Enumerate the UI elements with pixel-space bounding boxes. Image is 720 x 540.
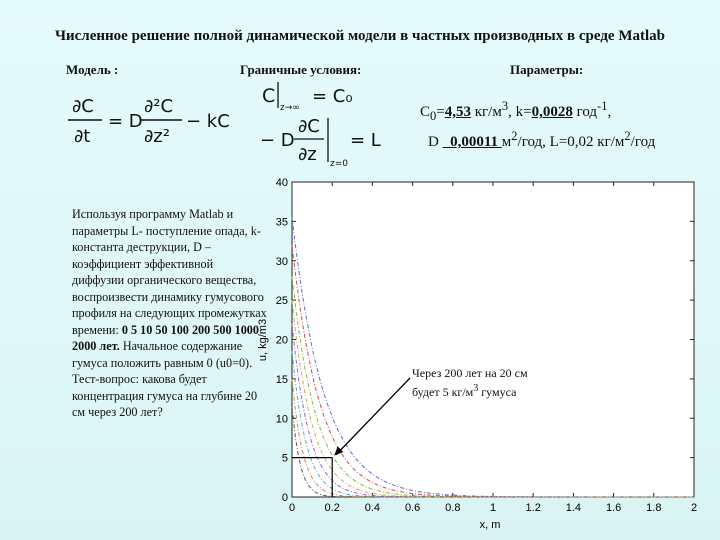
bc1-c: C xyxy=(262,85,276,107)
c0-value: 4,53 xyxy=(444,104,471,120)
c0-unit: кг/м xyxy=(474,104,502,120)
model-label: Модель : xyxy=(66,62,119,77)
annotation-unit-power: 3 xyxy=(473,383,479,394)
answer-annotation xyxy=(412,366,528,400)
x-tick-label: 0 xyxy=(288,502,296,514)
x-tick-label: 1.8 xyxy=(646,502,662,514)
model-lhs-denominator: ∂t xyxy=(74,126,91,147)
c0-symbol: C xyxy=(420,104,431,120)
y-tick-label: 5 xyxy=(281,452,288,465)
k-unit-power: -1 xyxy=(597,99,608,113)
annotation-line-2 xyxy=(412,381,528,400)
bc2-numerator: ∂C xyxy=(298,116,320,137)
model-d-coefficient: = D xyxy=(108,111,143,132)
x-tick-label: 1 xyxy=(489,502,497,514)
y-axis-label: u, kg/m3 xyxy=(257,318,269,362)
x-tick-label: 2 xyxy=(690,502,698,514)
d-symbol: D xyxy=(428,134,439,150)
x-axis-label: x, m xyxy=(479,519,501,531)
model-rhs-numerator: ∂²C xyxy=(144,96,174,117)
k-value: 0,0028 xyxy=(531,104,573,120)
y-tick-label: 25 xyxy=(275,295,288,308)
y-tick-label: 15 xyxy=(275,373,288,386)
description-part-2: Начальное содержание гумуса положить равным 0 (u0=0). Тест-вопрос: какова будет концентрация гумуса на глубине 20 см через 200 лет? xyxy=(72,339,258,419)
y-tick-label: 35 xyxy=(275,216,288,229)
c0-subscript: 0 xyxy=(430,109,437,123)
description-time-steps: 0 5 10 50 100 200 500 1000 2000 лет. xyxy=(72,322,259,353)
y-tick-label: 20 xyxy=(275,334,288,347)
x-tick-label: 0.8 xyxy=(445,502,461,514)
x-tick-label: 1.2 xyxy=(525,502,541,514)
k-label: , k= xyxy=(508,104,532,120)
l-unit-power: 2 xyxy=(624,129,631,143)
bc1-subscript: z→∞ xyxy=(280,103,300,113)
bc1-rhs: = C₀ xyxy=(312,86,353,107)
d-unit: м xyxy=(501,134,512,150)
d-value: 0,00011 xyxy=(450,134,499,150)
model-tail-term: − kC xyxy=(186,111,230,132)
k-unit: год xyxy=(576,104,598,120)
x-tick-label: 0.6 xyxy=(404,502,421,514)
x-tick-label: 1.6 xyxy=(605,502,622,514)
bc2-subscript: z=0 xyxy=(330,159,348,169)
x-tick-label: 1.4 xyxy=(565,502,582,514)
c0-equals: = xyxy=(436,104,445,120)
bc2-rhs: = L xyxy=(350,130,381,151)
annotation-line-2-text: будет 5 кг/м xyxy=(412,385,474,399)
x-tick-label: 0.4 xyxy=(364,502,381,514)
model-lhs-numerator: ∂C xyxy=(72,96,94,117)
k-tail: , xyxy=(607,104,612,120)
l-unit-tail: /год xyxy=(630,134,656,150)
y-tick-label: 0 xyxy=(281,492,288,504)
boundary-conditions-label: Граничные условия: xyxy=(240,62,362,77)
d-unit-power: 2 xyxy=(511,129,518,143)
x-tick-label: 0.2 xyxy=(324,502,340,514)
bc2-denominator: ∂z xyxy=(298,144,317,165)
plot-area xyxy=(292,182,694,497)
parameters-label: Параметры: xyxy=(510,62,584,77)
y-tick-label: 40 xyxy=(275,177,288,189)
annotation-line-1: Через 200 лет на 20 см xyxy=(412,366,528,380)
annotation-line-2-tail: гумуса xyxy=(478,385,517,399)
bc2-minus-d: − D xyxy=(260,130,295,151)
y-tick-label: 30 xyxy=(275,255,288,268)
page-title: Численное решение полной динамической модели в частных производных в среде Matlab xyxy=(55,28,665,44)
c0-unit-power: 3 xyxy=(501,99,509,113)
d-unit-tail: /год, L=0,02 кг/м xyxy=(517,134,625,150)
model-rhs-denominator: ∂z² xyxy=(144,126,170,147)
description-part-1: Используя программу Matlab и параметры L- поступление опада, k- константа деструкции, D – коэффициент эффективной диффузии органического вещества, воспроизвести динамику гумусового профиля на следующих промежутках времени: xyxy=(72,207,267,337)
y-tick-label: 10 xyxy=(275,413,288,426)
